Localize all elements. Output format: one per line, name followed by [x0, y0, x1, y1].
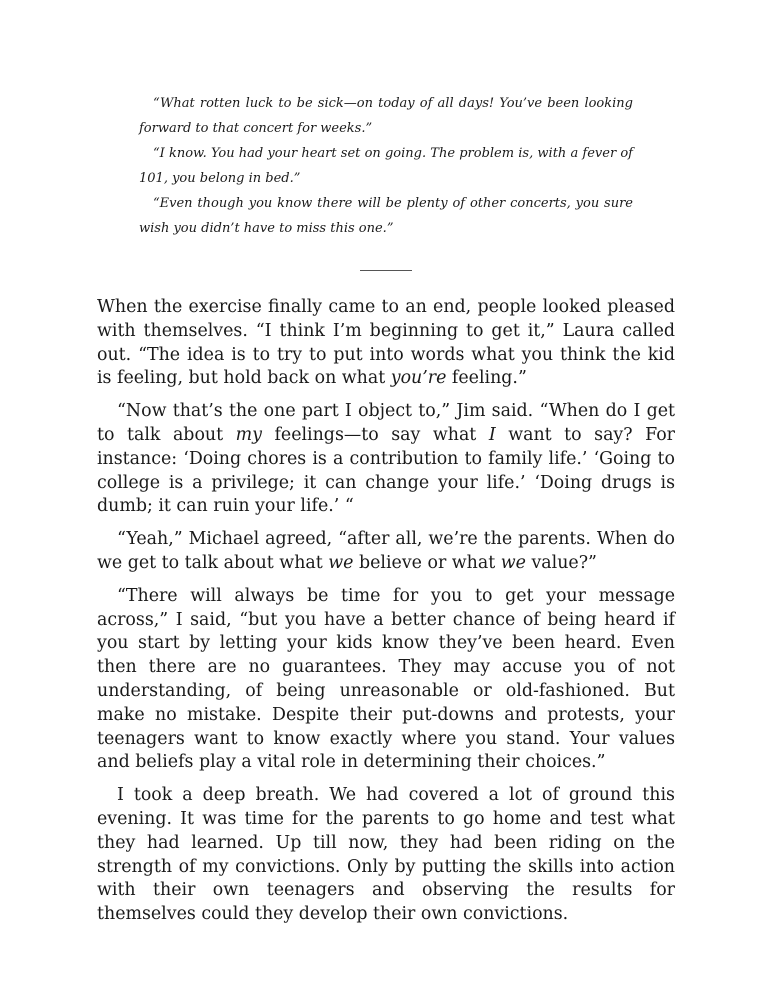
- paragraph-3-text-b: believe or what: [353, 552, 501, 573]
- paragraph-2: [97, 400, 675, 519]
- paragraph-1-text-b: feeling.”: [446, 368, 527, 389]
- paragraph-2-text-c: want to say? For instance: ‘Doing chores is a contribution to family life.’ ‘Going to college is a privilege; it can change your life.’ ‘Doing drugs is dumb; it can ruin your life.’ “: [97, 424, 675, 517]
- paragraph-3-text-c: value?”: [525, 552, 597, 573]
- dialogue-quote-3: “Even though you know there will be plenty of other concerts, you sure wish you didn’t have to miss this one.”: [139, 196, 633, 236]
- paragraph-1: [97, 296, 675, 391]
- paragraph-1-emphasis: you’re: [390, 368, 447, 389]
- paragraph-3-text-a: “Yeah,” Michael agreed, “after all, we’re the parents. When do we get to talk about what: [97, 529, 675, 573]
- paragraph-2-emphasis-1: my: [235, 424, 262, 445]
- dialogue-quote-2: “I know. You had your heart set on going. The problem is, with a fever of 101, you belong in bed.”: [139, 146, 633, 186]
- paragraph-4: “There will always be time for you to get your message across,” I said, “but you have a better chance of being heard if you start by letting your kids know they’ve been heard. Even then there are no guarantees. They may accuse you of not understanding, of being unreasonable or old-fashioned. But make no mistake. Despite their put-downs and protests, your teenagers want to know exactly where you stand. Your values and beliefs play a vital role in determining their choices.”: [97, 585, 675, 773]
- dialogue-quote-1: “What rotten luck to be sick—on today of all days! You’ve been looking forward to that concert for weeks.”: [139, 96, 633, 136]
- paragraph-2-text-b: feelings—to say what: [261, 424, 489, 445]
- paragraph-1-text-a: When the exercise finally came to an end, people looked pleased with themselves. “I think I’m beginning to get it,” Laura called out. “The idea is to try to put into words what you think the kid is feeling, but hold back on what: [97, 297, 675, 389]
- dialogue-quotes-block: [139, 92, 633, 242]
- paragraph-2-text-a: “Now that’s the one part I object to,” Jim said. “When do I get to talk about: [97, 401, 675, 445]
- section-divider: [360, 270, 412, 271]
- paragraph-5: I took a deep breath. We had covered a lot of ground this evening. It was time for the parents to go home and test what they had learned. Up till now, they had been riding on the strength of my convictions. Only by putting the skills into action with their own teenagers and observing the results for themselves could they develop their own convictions.: [97, 785, 675, 925]
- paragraph-2-emphasis-2: I: [488, 424, 496, 445]
- paragraph-3-emphasis-2: we: [500, 552, 526, 573]
- paragraph-3-emphasis-1: we: [328, 552, 354, 573]
- body-text: [97, 296, 675, 936]
- paragraph-3: [97, 528, 675, 576]
